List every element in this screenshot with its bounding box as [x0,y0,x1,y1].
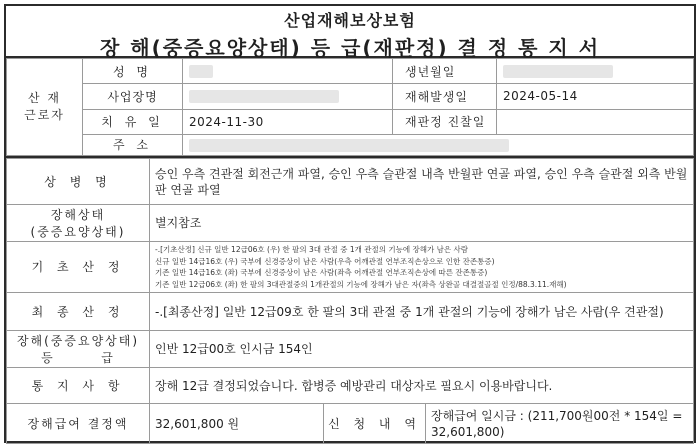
grade-value: 인반 12급00호 인시금 154인 [150,331,694,368]
final-calc-value: -.[최종산정] 일반 12급09호 한 팔의 3대 관절 중 1개 관절의 기능에 장해가 남은 사람(우 견관절) [150,293,694,331]
reexam-date-value [497,109,694,134]
reexam-date-label: 재판정 진찰일 [393,109,497,134]
notice-value: 장해 12급 결정되었습니다. 합병증 예방관리 대상자로 필요시 이용바랍니다. [150,368,694,404]
name-value [183,59,393,84]
claim-label: 신 청 내 역 [324,404,426,444]
name-label: 성 명 [83,59,183,84]
address-value [183,134,694,155]
base-calc-line: -.[기초산정] 신규 일반 12급06호 (우) 한 팔의 3대 관절 중 1개 관절의 기능에 장해가 남은 사람 [155,245,469,254]
workplace-value [183,84,393,109]
birth-label: 생년월일 [393,59,497,84]
cure-date-label: 치 유 일 [83,109,183,134]
final-calc-label: 최 종 산 정 [7,293,150,331]
grade-label [7,331,150,368]
side-label-line2: 근로자 [24,108,65,122]
grade-label-line2: 등 급 [41,351,115,365]
disability-value: 별지참조 [150,205,694,242]
grade-label-line1: 장해(중증요양상태) [16,334,140,348]
base-calc-label: 기 초 산 정 [7,242,150,293]
worker-side-label [7,59,83,156]
base-calc-line: 기존 일반 12급06호 (좌) 한 팔의 3대관절중의 1개관절의 기능에 장해가 남은 자(좌측 상완골 대결절골절 인정/88.3.11.재해) [155,279,567,289]
side-label-line1: 산 재 [28,91,61,105]
accident-date-value: 2024-05-14 [497,84,694,109]
base-calc-lines [155,244,688,290]
base-calc-value [150,242,694,293]
injury-value: 승인 우측 견관절 회전근개 파열, 승인 우측 슬관절 내측 반월판 연골 파열, 승인 우측 슬관절 외측 반월판 연골 파열 [150,159,694,205]
worker-info-table [6,58,694,156]
address-label: 주 소 [83,134,183,155]
cure-date-value: 2024-11-30 [183,109,393,134]
document-title-box [4,4,696,58]
disability-label [7,205,150,242]
workplace-label: 사업장명 [83,84,183,109]
accident-date-label: 재해발생일 [393,84,497,109]
insurance-title: 산업재해보상보험 [284,11,416,30]
base-calc-line: 신규 일반 14급16호 (우) 국부에 신경증상이 남은 사람(우측 어깨관절 연부조직손상으로 인한 잔존통증) [155,256,495,266]
disability-label-line2: (중증요양상태) [30,225,126,239]
worker-info-section [4,58,696,156]
birth-value [497,59,694,84]
notice-label: 통 지 사 항 [7,368,150,404]
document-title: 장 해(중증요양상태) 등 급(재판정) 결 정 통 지 서 [99,36,601,60]
base-calc-line: 기존 일반 14급16호 (좌) 국부에 신경증상이 남은 사람(좌측 어깨관절 연부조직손상에 따른 잔존통증) [155,268,488,277]
disability-label-line1: 장해상태 [50,208,106,222]
injury-label: 상 병 명 [7,159,150,205]
decision-section [4,156,696,443]
amount-label: 장해급여 결정액 [7,404,150,444]
amount-value: 32,601,800 원 [150,404,324,444]
decision-table [6,158,694,444]
claim-value: 장해급여 일시금 : (211,700원00전 * 154일 = 32,601,800) [426,404,694,444]
